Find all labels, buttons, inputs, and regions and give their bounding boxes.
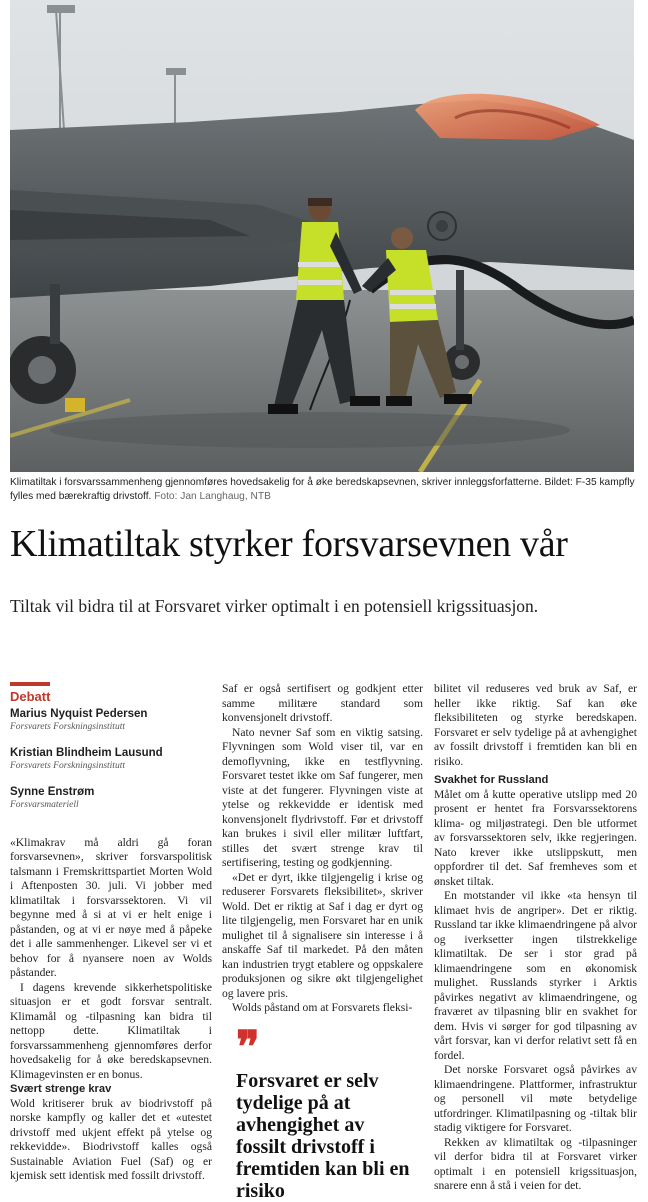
body-paragraph: Saf er også sertifisert og godkjent etter samme militære standard som konvensjonelt drivstoff. (222, 682, 423, 724)
body-paragraph: «Det er dyrt, ikke tilgjengelig i krise og reduserer Forsvarets fleksibilitet», skriver Wold. Det er riktig at Saf i dag er dyrt og lite tilgjengelig, men Forsvaret har en unik mulighet til å signalisere sin interesse i å anskaffe Saf til markedet. På den måten kan industrien trygt etablere og oppskalere produksjonen og sikre økt tilgjengelighet og lavere pris. (222, 870, 423, 1000)
author-institution: Forsvarets Forskningsinstitutt (10, 721, 125, 732)
author-institution: Forsvarets Forskningsinstitutt (10, 760, 125, 771)
body-paragraph: Målet om å kutte operative utslipp med 20 prosent er hentet fra Forsvarssektorens klima- og miljøstrategi. Den ble utformet av forsvarssektoren selv, ikke regjeringen. Nato krever ikke utslippskutt, men oppfordrer til det. Saf fremheves som et ønsket tiltak. (434, 787, 637, 888)
text-column-3 (434, 682, 637, 1194)
article-photo (10, 0, 634, 472)
article-lead: Tiltak vil bidra til at Forsvaret virker optimalt i en potensiell krigssituasjon. (10, 596, 539, 616)
subheading: Svakhet for Russland (434, 774, 549, 786)
author-name: Marius Nyquist Pedersen (10, 707, 148, 720)
body-paragraph: En motstander vil ikke «ta hensyn til klimaet hvis de angriper». Det er riktig. Russland tar ikke klimaendringene på alvor og iverksetter ingen tilstrekkelige klimatiltak. De ser i stor grad på klimaendringene som en økonomisk mulighet. Russlands styrker i Arktis påvirkes negativt av klimaendringene, og fraværet av tilpasning blir en svakhet for dem. Hvis vi sørger for god tilpasning av vårt forsvar, kan vi derfor relativt sett få en fordel. (434, 889, 637, 1062)
quote-mark-icon: ❞ (236, 1023, 260, 1072)
text-column-2 (222, 682, 423, 1016)
photo-caption (10, 476, 636, 504)
body-paragraph: I dagens krevende sikkerhetspolitiske situasjon er et godt forsvar sentralt. Klimamål og -tilpasning kan bidra til nettopp dette. Klimatiltak i forsvarssammenheng gjennomføres derfor hovedsakelig for å øke beredskapsevnen. Klimagevinsten er en bonus. (10, 980, 212, 1081)
body-paragraph: Wolds påstand om at Forsvarets fleksi- (232, 1001, 413, 1014)
text-column-1 (10, 682, 212, 1184)
body-paragraph: «Klimakrav må aldri gå foran forsvarsevnen», skriver forsvarspolitisk talsmann i Fremskrittspartiet Morten Wold i Aftenposten 30. juli. Vi jobber med klimatiltak i forsvarssektoren. Vi vil begynne med å si at vi er helt enige i påstanden, og at vi er nøye med å påpeke det i alle sammenhenger. Likevel ser vi et behov for å nyansere noen av Wolds påstander. (10, 835, 212, 979)
body-paragraph: bilitet vil reduseres ved bruk av Saf, er heller ikke riktig. Saf kan øke fleksibiliteten og styrke beredskapen. Forsvaret er selv tydelige på at avhengighet av fossilt drivstoff i fremtiden kan bli en risiko. (434, 682, 637, 768)
section-kicker: Debatt (10, 682, 50, 705)
body-paragraph: Det norske Forsvaret også påvirkes av klimaendringene. Plattformer, infrastruktur og personell vil møte betydelige utfordringer. Klimatilpasning og -tiltak blir stadig viktigere for Forsvaret. (434, 1063, 637, 1134)
photo-credit: Foto: Jan Langhaug, NTB (154, 491, 271, 502)
pull-quote-text: Forsvaret er selv tydelige på at avhengighet av fossilt drivstoff i fremtiden kan bli en risiko (236, 1070, 410, 1202)
caption-text: Klimatiltak i forsvarssammenheng gjennomføres hovedsakelig for å øke beredskapsevnen, skriver innleggsforfatterne. Bildet: F-35 kampfly fylles med bærekraftig drivstoff. (10, 477, 635, 502)
f35-refuel-illustration (10, 0, 634, 472)
author-institution: Forsvarsmateriell (10, 799, 79, 810)
article-headline: Klimatiltak styrker forsvarsevnen vår (10, 523, 568, 565)
author-name: Kristian Blindheim Lausund (10, 746, 163, 759)
author-name: Synne Enstrøm (10, 785, 95, 798)
body-paragraph: Rekken av klimatiltak og -tilpasninger vil derfor bidra til at Forsvaret virker optimalt i en potensiell krigssituasjon, snarere enn å stå i veien for det. (434, 1135, 637, 1192)
pull-quote (236, 1023, 416, 1202)
body-paragraph: Nato nevner Saf som en viktig satsing. Flyvningen som Wold viser til, var en demoflyvning, ikke en testflyvning. Forsvaret testet ikke om Saf fungerer, men viste at det fungerer. Flyvningen viste at ytelse og rekkevidde er identisk med konvensjonelt flydrivstoff. Før et drivstoff kan brukes i sivil eller militær luftfart, stilles det svært strenge krav til sertifisering, testing og godkjenning. (222, 725, 423, 869)
subheading: Svært strenge krav (10, 1083, 112, 1095)
body-paragraph: Wold kritiserer bruk av biodrivstoff på norske kampfly og kaller det et «utestet drivstoff med ukjent effekt på ytelse og rekkevidde». Biodrivstoff kalles også Sustainable Aviation Fuel (Saf) og er kjemisk sett identisk med fossilt drivstoff. (10, 1096, 212, 1182)
